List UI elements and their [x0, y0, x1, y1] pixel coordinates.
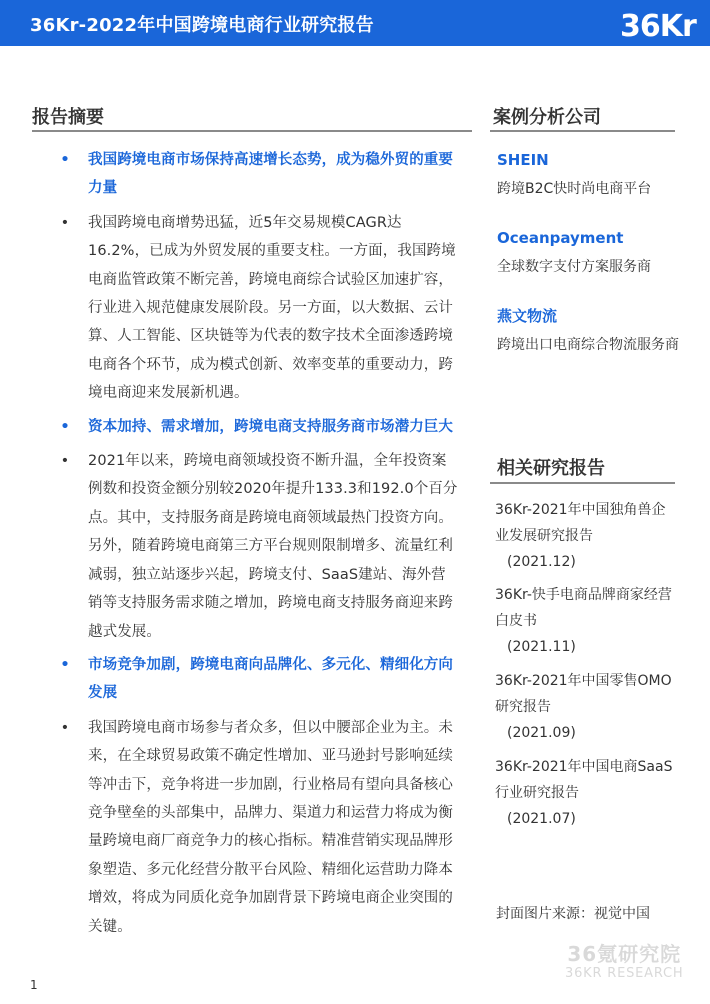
summary-highlight-2 [60, 413, 460, 441]
summary-divider [32, 130, 472, 132]
report-date: (2021.12) [507, 554, 576, 570]
bullet-icon: • [60, 453, 70, 470]
report-title-link[interactable]: 36Kr-2021年中国电商SaaS行业研究报告 [495, 759, 673, 801]
page-number: 1 [30, 978, 38, 992]
summary-highlight-3 [60, 651, 460, 708]
summary-highlight-text: 我国跨境电商市场保持高速增长态势，成为稳外贸的重要力量 [88, 152, 453, 197]
summary-paragraph-2 [60, 447, 460, 646]
case-company-desc: 全球数字支付方案服务商 [497, 259, 651, 275]
summary-highlight-text: 市场竞争加剧，跨境电商向品牌化、多元化、精细化方向发展 [88, 656, 453, 702]
report-date: (2021.09) [507, 725, 576, 741]
report-title-link[interactable]: 36Kr-2021年中国独角兽企业发展研究报告 [495, 502, 666, 544]
report-item-1[interactable] [495, 497, 675, 575]
logo-text: 36Kr [620, 9, 696, 44]
research-watermark [565, 942, 683, 981]
report-item-3[interactable] [495, 668, 675, 746]
summary-highlight-1 [60, 146, 460, 203]
summary-paragraph-text: 我国跨境电商增势迅猛，近5年交易规模CAGR达16.2%，已成为外贸发展的重要支柱。一方面，我国跨境电商监管政策不断完善，跨境电商综合试验区加速扩容，行业进入规范健康发展阶段。另一方面，以大数据、云计算、人工智能、区块链等为代表的数字技术全面渗透跨境电商各个环节，成为模式创新、效率变革的重要动力，跨境电商迎来发展新机遇。 [88, 214, 456, 402]
summary-paragraph-text: 我国跨境电商市场参与者众多，但以中腰部企业为主。未来，在全球贸易政策不确定性增加、亚马逊封号影响延续等冲击下，竞争将进一步加剧，行业格局有望向具备核心竞争壁垒的头部集中，品牌力、渠道力和运营力将成为衡量跨境电商厂商竞争力的核心指标。精准营销实现品牌形象塑造、多元化经营分散平台风险、精细化运营助力降本增效，将成为同质化竞争加剧背景下跨境电商企业突围的关键。 [88, 719, 453, 935]
watermark-en: 36KR RESEARCH [565, 966, 684, 981]
case-item-oceanpayment [497, 228, 687, 280]
36kr-logo [618, 2, 708, 46]
bullet-icon: • [60, 214, 70, 231]
case-item-yanwen [497, 306, 687, 358]
report-date: (2021.07) [507, 811, 576, 827]
summary-paragraph-3 [60, 714, 460, 941]
case-company-name: SHEIN [497, 151, 549, 169]
report-title-link[interactable]: 36Kr-2021年中国零售OMO研究报告 [495, 673, 672, 715]
report-date: (2021.11) [507, 639, 576, 655]
case-company-name: Oceanpayment [497, 229, 624, 247]
cases-heading: 案例分析公司 [493, 107, 601, 128]
reports-divider [490, 482, 675, 484]
bullet-icon: • [60, 719, 70, 736]
cases-divider [490, 130, 675, 132]
bullet-icon: • [60, 152, 70, 168]
report-title: 36Kr-2022年中国跨境电商行业研究报告 [30, 15, 374, 36]
summary-highlight-text: 资本加持、需求增加，跨境电商支持服务商市场潜力巨大 [88, 418, 453, 435]
bullet-icon: • [60, 656, 70, 673]
report-item-4[interactable] [495, 754, 675, 832]
bullet-icon: • [60, 418, 70, 435]
watermark-cn: 36氪研究院 [567, 942, 682, 966]
reports-heading: 相关研究报告 [497, 458, 605, 479]
report-item-2[interactable] [495, 582, 675, 660]
case-company-desc: 跨境出口电商综合物流服务商 [497, 337, 679, 353]
summary-paragraph-text: 2021年以来，跨境电商领域投资不断升温，全年投资案例数和投资金额分别较2020年提升133.3和192.0个百分点。其中，支持服务商是跨境电商领域最热门投资方向。另外，随着跨境电商第三方平台规则限制增多、流量红利减弱，独立站逐步兴起，跨境支付、SaaS建站、海外营销等支持服务需求随之增加，跨境电商支持服务商迎来跨越式发展。 [88, 453, 458, 640]
case-item-shein [497, 150, 687, 202]
summary-paragraph-1 [60, 209, 460, 408]
summary-list [60, 146, 460, 946]
report-title-link[interactable]: 36Kr-快手电商品牌商家经营白皮书 [495, 587, 672, 629]
summary-heading: 报告摘要 [32, 107, 104, 128]
case-company-name: 燕文物流 [497, 307, 558, 325]
case-company-desc: 跨境B2C快时尚电商平台 [497, 181, 652, 197]
cover-image-source: 封面图片来源：视觉中国 [496, 906, 650, 922]
